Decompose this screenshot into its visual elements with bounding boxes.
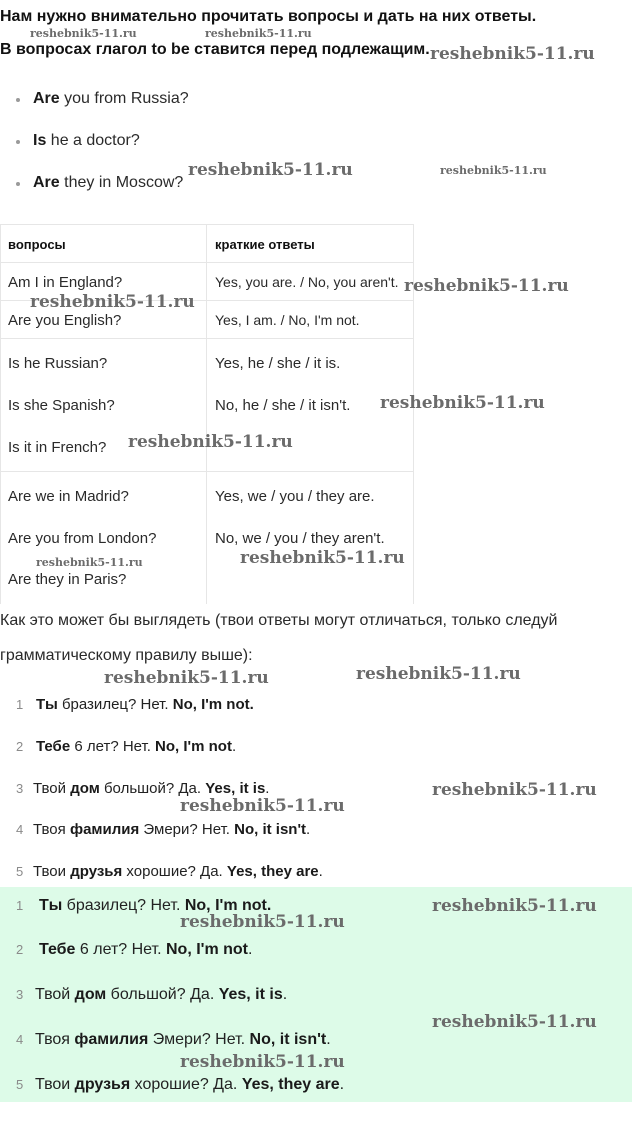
table-header: вопросы bbox=[8, 237, 66, 252]
list-bold: дом bbox=[74, 986, 107, 1003]
table-divider bbox=[0, 262, 414, 263]
intro-line-1: Нам нужно внимательно прочитать вопросы и дать на них ответы. bbox=[0, 8, 537, 25]
list-bold: Ты bbox=[39, 897, 63, 914]
list-bold: Тебе bbox=[36, 738, 71, 755]
list-number: 3 bbox=[16, 987, 24, 1002]
list-text: хорошие? Да. bbox=[130, 1076, 242, 1093]
bullet-text: he a doctor? bbox=[46, 132, 140, 149]
watermark: reshebnik5-11.ru bbox=[440, 164, 547, 177]
watermark: reshebnik5-11.ru bbox=[205, 27, 312, 40]
list-text: Эмери? Нет. bbox=[139, 821, 235, 838]
list-bold: Yes, they are bbox=[226, 863, 319, 880]
watermark: reshebnik5-11.ru bbox=[188, 160, 353, 180]
list-text: Твои bbox=[35, 1076, 75, 1093]
table-cell: Yes, we / you / they are. bbox=[215, 488, 375, 505]
watermark: reshebnik5-11.ru bbox=[30, 292, 195, 312]
table-cell: Yes, he / she / it is. bbox=[215, 355, 341, 372]
list-bold: фамилия bbox=[69, 821, 140, 838]
list-number: 1 bbox=[16, 697, 24, 712]
watermark: reshebnik5-11.ru bbox=[30, 27, 137, 40]
list-text: Твоя bbox=[35, 1031, 75, 1048]
watermark: reshebnik5-11.ru bbox=[432, 896, 597, 916]
list-text: Твоя bbox=[33, 821, 70, 838]
table-divider bbox=[0, 471, 414, 472]
watermark: reshebnik5-11.ru bbox=[240, 548, 405, 568]
list-number: 3 bbox=[16, 781, 24, 796]
bullet-dot-icon bbox=[16, 98, 20, 102]
paragraph-line-2: грамматическому правилу выше): bbox=[0, 647, 253, 664]
list-bold: Yes, they are bbox=[241, 1076, 340, 1093]
list-bold: Ты bbox=[36, 696, 58, 713]
list-text: . bbox=[326, 1031, 331, 1048]
list-bold: No, I'm not bbox=[165, 941, 248, 958]
table-cell: Are they in Paris? bbox=[8, 571, 127, 588]
bullet-text: they in Moscow? bbox=[59, 174, 184, 191]
paragraph-line-1: Как это может бы выглядеть (твои ответы могут отличаться, только следуй bbox=[0, 612, 558, 629]
list-text: Твои bbox=[33, 863, 71, 880]
table-cell: Is it in French? bbox=[8, 439, 107, 456]
list-text: большой? Да. bbox=[99, 780, 206, 797]
list-text: бразилец? Нет. bbox=[62, 897, 185, 914]
table-divider bbox=[0, 338, 414, 339]
list-bold: No, I'm not. bbox=[184, 897, 272, 914]
table-cell: Are we in Madrid? bbox=[8, 488, 129, 505]
list-text: . bbox=[339, 1076, 345, 1093]
table-cell: Am I in England? bbox=[8, 274, 123, 291]
list-number: 2 bbox=[16, 942, 24, 957]
bullet-dot-icon bbox=[16, 182, 20, 186]
table-cell: Yes, I am. / No, I'm not. bbox=[215, 312, 360, 328]
watermark: reshebnik5-11.ru bbox=[356, 664, 521, 684]
table-header: краткие ответы bbox=[215, 237, 315, 252]
bullet-dot-icon bbox=[16, 140, 20, 144]
watermark: reshebnik5-11.ru bbox=[36, 556, 143, 569]
list-bold: No, it isn't bbox=[249, 1031, 327, 1048]
list-bold: Тебе bbox=[39, 941, 76, 958]
intro-line-2: В вопросах глагол to be ставится перед подлежащим. bbox=[0, 41, 430, 58]
watermark: reshebnik5-11.ru bbox=[404, 276, 569, 296]
watermark: reshebnik5-11.ru bbox=[180, 1052, 345, 1072]
list-text: . bbox=[306, 821, 311, 838]
list-text: Твой bbox=[35, 986, 75, 1003]
watermark: reshebnik5-11.ru bbox=[432, 1012, 597, 1032]
watermark: reshebnik5-11.ru bbox=[128, 432, 293, 452]
table-cell: No, we / you / they aren't. bbox=[215, 530, 385, 547]
watermark: reshebnik5-11.ru bbox=[180, 912, 345, 932]
bullet-verb: Are bbox=[33, 90, 60, 107]
table-cell: Are you from London? bbox=[8, 530, 157, 547]
table-cell: Is he Russian? bbox=[8, 355, 108, 372]
list-bold: Yes, it is bbox=[205, 780, 266, 797]
list-text: бразилец? Нет. bbox=[57, 696, 173, 713]
watermark: reshebnik5-11.ru bbox=[180, 796, 345, 816]
list-text: . bbox=[231, 738, 237, 755]
bullet-verb: Is bbox=[33, 132, 47, 149]
table-column-divider bbox=[206, 224, 207, 604]
list-text: 6 лет? Нет. bbox=[70, 738, 156, 755]
list-number: 4 bbox=[16, 822, 24, 837]
table-cell: Are you English? bbox=[8, 312, 122, 329]
list-number: 4 bbox=[16, 1032, 24, 1047]
list-text: 6 лет? Нет. bbox=[75, 941, 166, 958]
watermark: reshebnik5-11.ru bbox=[432, 780, 597, 800]
list-text: . bbox=[248, 941, 253, 958]
list-bold: фамилия bbox=[74, 1031, 149, 1048]
list-bold: No, I'm not bbox=[155, 738, 232, 755]
list-bold: друзья bbox=[70, 863, 123, 880]
bullet-text: you from Russia? bbox=[59, 90, 189, 107]
list-number: 2 bbox=[16, 739, 24, 754]
table-cell: No, he / she / it isn't. bbox=[215, 397, 351, 414]
list-number: 1 bbox=[16, 898, 24, 913]
watermark: reshebnik5-11.ru bbox=[104, 668, 269, 688]
watermark: reshebnik5-11.ru bbox=[430, 44, 595, 64]
list-text: хорошие? Да. bbox=[122, 863, 227, 880]
list-number: 5 bbox=[16, 1077, 24, 1092]
list-text: . bbox=[282, 986, 288, 1003]
bullet-verb: Are bbox=[33, 174, 60, 191]
list-bold: No, I'm not. bbox=[172, 696, 254, 713]
list-text: Эмери? Нет. bbox=[148, 1031, 250, 1048]
list-text: . bbox=[318, 863, 323, 880]
table-cell: Yes, you are. / No, you aren't. bbox=[215, 274, 399, 290]
list-text: . bbox=[265, 780, 270, 797]
list-bold: дом bbox=[70, 780, 100, 797]
list-bold: друзья bbox=[74, 1076, 131, 1093]
list-bold: No, it isn't bbox=[234, 821, 307, 838]
watermark: reshebnik5-11.ru bbox=[380, 393, 545, 413]
list-text: Твой bbox=[33, 780, 71, 797]
list-bold: Yes, it is bbox=[218, 986, 283, 1003]
list-number: 5 bbox=[16, 864, 24, 879]
list-text: большой? Да. bbox=[106, 986, 219, 1003]
table-cell: Is she Spanish? bbox=[8, 397, 115, 414]
